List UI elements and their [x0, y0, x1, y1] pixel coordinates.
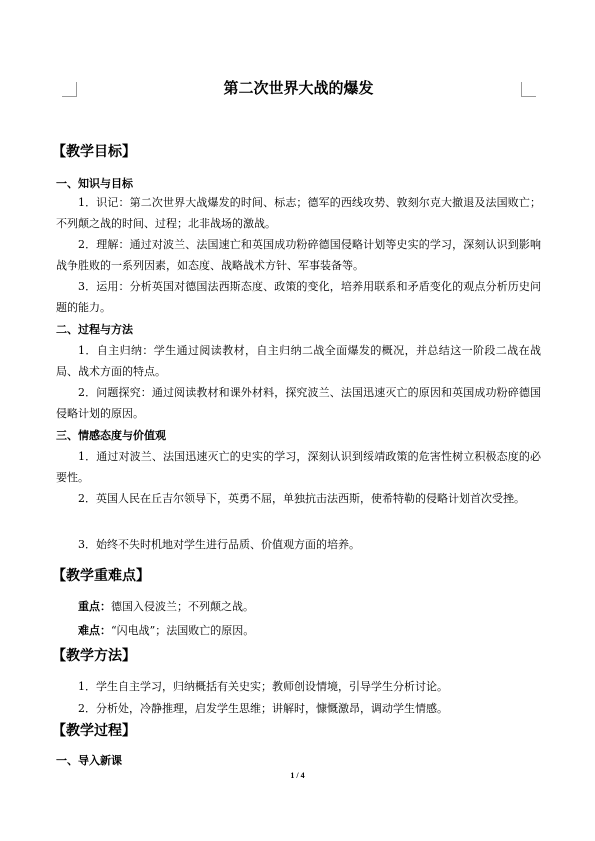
focus-label: 重点：: [78, 600, 111, 613]
page-number: 1 / 4: [290, 771, 305, 780]
focus-text: 德国入侵波兰；不列颠之战。: [111, 600, 254, 613]
attitude-item-3: 3．始终不失时机地对学生进行品质、价值观方面的培养。: [78, 538, 360, 551]
attitude-item-1: 1．通过对波兰、法国迅速灭亡的史实的学习，深刻认识到绥靖政策的危害性树立积极态度的必要性。: [56, 450, 541, 484]
methods-item-1: 1．学生自主学习，归纳概括有关史实；教师创设情境，引导学生分析讨论。: [78, 680, 448, 693]
page-title: 第二次世界大战的爆发: [223, 79, 374, 97]
difficulty-line: [78, 623, 254, 639]
attitude-item-2: 2．英国人民在丘吉尔领导下，英勇不屈，单独抗击法西斯，使希特勒的侵略计划首次受挫。: [78, 492, 525, 505]
process-method-heading: 二、过程与方法: [56, 323, 133, 336]
objectives-heading: 【教学目标】: [52, 144, 136, 160]
attitude-heading: 三、情感态度与价值观: [56, 429, 166, 442]
methods-item-2: 2．分析处，冷静推理，启发学生思维；讲解时，慷慨激昂，调动学生情感。: [78, 702, 448, 715]
process-heading: 【教学过程】: [52, 723, 136, 739]
intro-heading: 一、导入新课: [56, 754, 122, 767]
knowledge-item-1: 1．识记：第二次世界大战爆发的时间、标志；德军的西线攻势、敦刻尔克大撤退及法国败亡；不列颠之战的时间、过程；北非战场的激战。: [56, 196, 541, 230]
focus-line: [78, 599, 254, 615]
process-method-item-1: 1．自主归纳：学生通过阅读教材，自主归纳二战全面爆发的概况，并总结这一阶段二战在战局、战术方面的特点。: [56, 344, 541, 378]
knowledge-heading: 一、知识与目标: [56, 177, 133, 190]
knowledge-item-2: 2．理解：通过对波兰、法国速亡和英国成功粉碎德国侵略计划等史实的学习，深刻认识到影响战争胜败的一系列因素，如态度、战略战术方针、军事装备等。: [56, 238, 541, 272]
process-method-item-2: 2．问题探究：通过阅读教材和课外材料，探究波兰、法国迅速灭亡的原因和英国成功粉碎德国侵略计划的原因。: [56, 386, 541, 420]
difficulty-text: “闪电战”；法国败亡的原因。: [111, 624, 255, 637]
keypoints-heading: 【教学重难点】: [52, 568, 150, 584]
knowledge-item-3: 3．运用：分析英国对德国法西斯态度、政策的变化，培养用联系和矛盾变化的观点分析历史问题的能力。: [56, 280, 541, 314]
difficulty-label: 难点：: [78, 624, 111, 637]
methods-heading: 【教学方法】: [52, 648, 136, 664]
